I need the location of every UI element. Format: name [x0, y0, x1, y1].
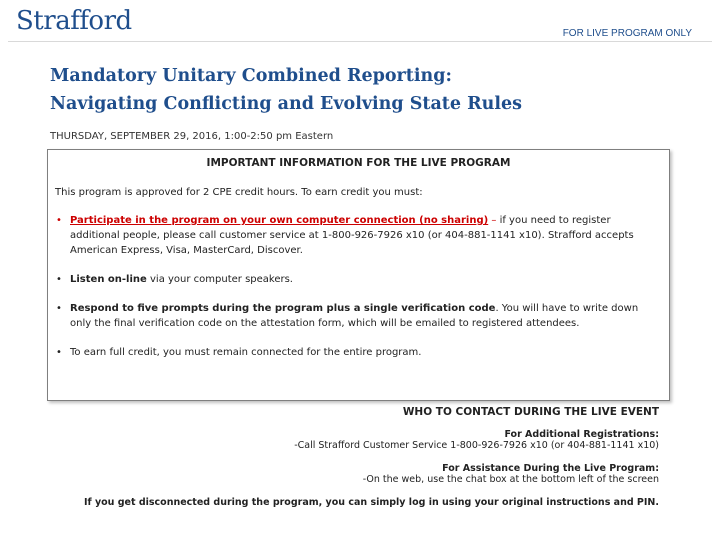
- requirements-list: [48, 213, 669, 360]
- registrations-label-row: [39, 429, 659, 440]
- title-line-2: Navigating Conflicting and Evolving State Rules: [50, 94, 523, 114]
- list-item: [48, 345, 669, 360]
- list-item: [48, 301, 669, 331]
- full-credit-text: To earn full credit, you must remain connected for the entire program.: [70, 347, 422, 358]
- contact-section: [39, 406, 659, 508]
- title-line-1: Mandatory Unitary Combined Reporting:: [50, 66, 452, 86]
- page-title: [50, 62, 670, 118]
- prompts-label: Respond to five prompts during the program plus a single verification code: [70, 303, 496, 314]
- disconnect-note: If you get disconnected during the program, you can simply log in using your original instructions and PIN.: [83, 497, 659, 508]
- assistance-label-row: [39, 463, 659, 474]
- assistance-line: -On the web, use the chat box at the bottom left of the screen: [362, 474, 659, 485]
- prompts-text: . You will have to write down only the final verification code on the attestation form, which will be emailed to registered attendees.: [70, 303, 639, 329]
- listen-online-text: via your computer speakers.: [146, 274, 293, 285]
- registrations-label: For Additional Registrations: [504, 429, 656, 440]
- live-program-note: FOR LIVE PROGRAM ONLY: [562, 28, 692, 39]
- registrations-line: -Call Strafford Customer Service 1-800-926-7926 x10 (or 404-881-1141 x10): [294, 440, 659, 451]
- separator-dash: –: [488, 215, 500, 226]
- header-divider: [8, 41, 712, 42]
- registrations-colon: :: [655, 429, 659, 440]
- assistance-label: For Assistance During the Live Program: [442, 463, 656, 474]
- no-sharing-link[interactable]: Participate in the program on your own computer connection (no sharing): [70, 215, 489, 226]
- info-box-heading: IMPORTANT INFORMATION FOR THE LIVE PROGRAM: [206, 157, 511, 169]
- list-item: [48, 213, 669, 258]
- strafford-logo: Strafford: [16, 6, 132, 36]
- important-info-box: [47, 149, 670, 401]
- contact-heading: WHO TO CONTACT DURING THE LIVE EVENT: [402, 406, 659, 418]
- program-datetime: THURSDAY, SEPTEMBER 29, 2016, 1:00-2:50 pm Eastern: [50, 131, 334, 142]
- list-item: [48, 272, 669, 287]
- credit-intro: This program is approved for 2 CPE credit hours. To earn credit you must:: [55, 187, 423, 198]
- register-text: if you need to register additional people, please call customer service at 1-800-926-7926 x10 (or 404-881-1141 x10). Strafford accepts American Express, Visa, MasterCard, Discover.: [70, 215, 634, 256]
- assistance-colon: :: [655, 463, 659, 474]
- listen-online-label: Listen on-line: [70, 274, 147, 285]
